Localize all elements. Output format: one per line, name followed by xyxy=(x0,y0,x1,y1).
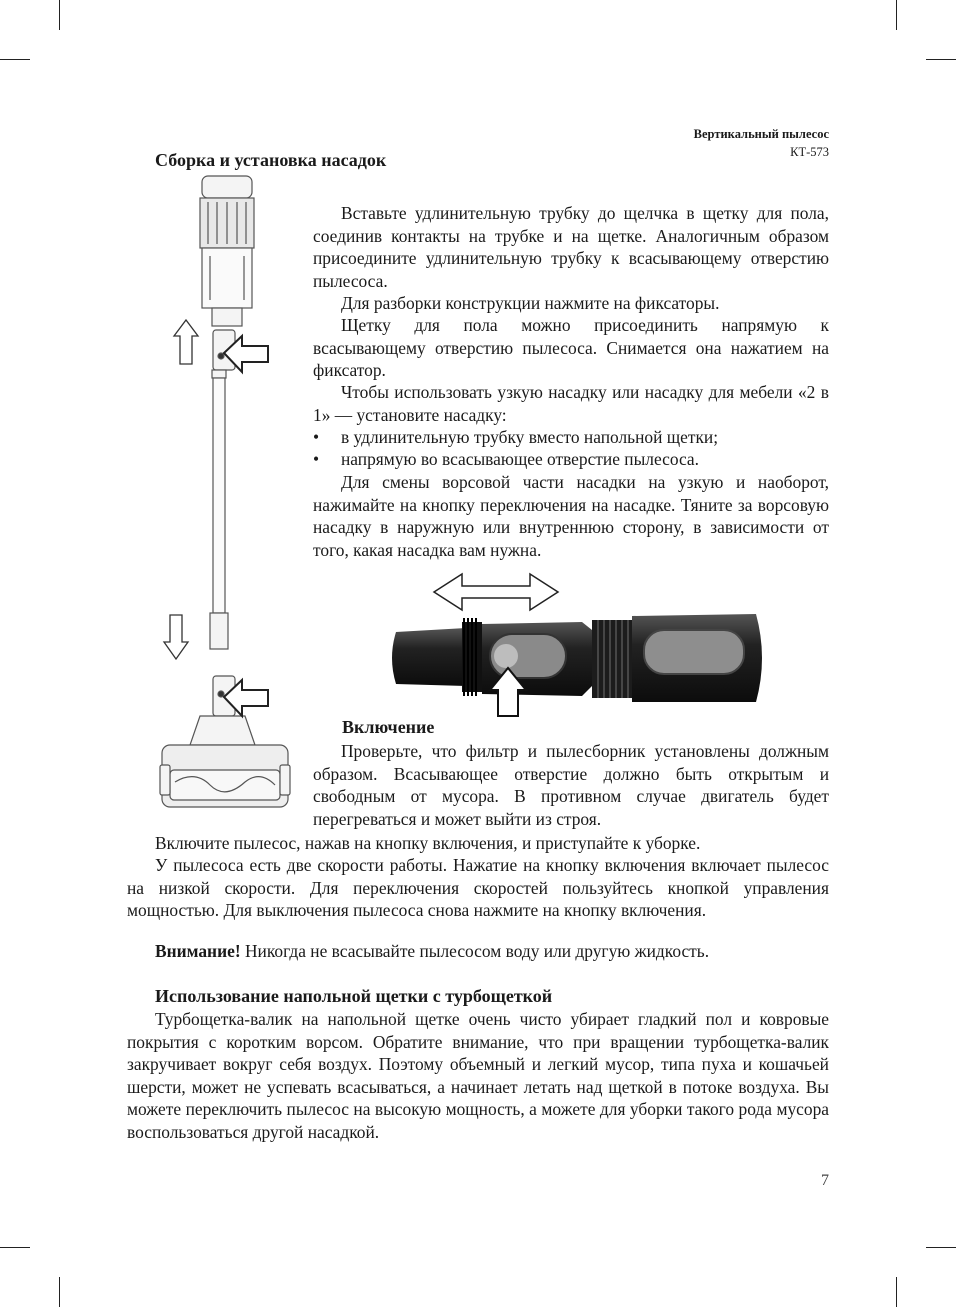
section-title-assembly: Сборка и установка насадок xyxy=(155,150,387,170)
crop-mark xyxy=(926,59,956,60)
crop-mark xyxy=(896,1277,897,1307)
page-number: 7 xyxy=(821,1172,829,1189)
header-title: Вертикальный пылесос xyxy=(693,127,829,141)
vacuum-assembly-illustration xyxy=(150,170,310,820)
paragraph: У пылесоса есть две скорости работы. Нажатие на кнопку включения включает пылесос на низкой скорости. Для переключения скоростей пользуйтесь кнопкой управления мощностью. Для выключения пылесоса снова нажмите на кнопку включения. xyxy=(127,855,829,920)
paragraph: Чтобы использовать узкую насадку или насадку для мебели «2 в 1» — установите насадку: xyxy=(313,382,829,425)
crop-mark xyxy=(59,0,60,30)
crop-mark xyxy=(0,1247,30,1248)
bullet-item xyxy=(313,448,829,471)
bullet-text: напрямую во всасывающее отверстие пылесоса. xyxy=(341,449,699,469)
paragraph: Вставьте удлинительную трубку до щелчка в щетку для пола, соединив контакты на трубке и на щетке. Аналогичным образом присоедините удлинительную трубку к всасывающему отверстию пылесоса. xyxy=(313,203,829,291)
section-title-power-on: Включение xyxy=(342,717,435,737)
paragraph: Турбощетка-валик на напольной щетке очень чисто убирает гладкий пол и ковровые покрытия с коротким ворсом. Обратите внимание, что при вращении турбощетка-валик закручивает вокруг себя воздух. Поэтому объемный и легкий мусор, типа пуха и кошачьей шерсти, может не успевать всасываться, а начинает летать над щеткой в потоке воздуха. Вы можете переключить пылесос на высокую мощность, а можете для уборки такого рода мусора воспользоваться другой насадкой. xyxy=(127,1009,829,1142)
paragraph: Проверьте, что фильтр и пылесборник установлены должным образом. Всасывающее отверстие должно быть открытым и свободным от мусора. В противном случае двигатель будет перегреваться и может выйти из строя. xyxy=(313,741,829,829)
warning-paragraph xyxy=(127,940,829,963)
warning-label: Внимание! xyxy=(155,941,241,961)
crop-mark xyxy=(896,0,897,30)
crop-mark xyxy=(0,59,30,60)
bullet-text: в удлинительную трубку вместо напольной щетки; xyxy=(341,427,719,447)
paragraph: Включите пылесос, нажав на кнопку включения, и приступайте к уборке. xyxy=(155,833,701,853)
running-header xyxy=(694,125,829,161)
nozzle-illustration xyxy=(378,562,770,722)
warning-text: Никогда не всасывайте пылесосом воду или другую жидкость. xyxy=(244,941,710,961)
crop-mark xyxy=(59,1277,60,1307)
paragraph: Для смены ворсовой части насадки на узкую и наоборот, нажимайте на кнопку переключения на насадке. Тяните за ворсовую насадку в наружную или внутреннюю сторону, в зависимости от того, какая насадка вам нужна. xyxy=(313,472,829,560)
section-title-turbo-brush: Использование напольной щетки с турбощеткой xyxy=(155,986,553,1006)
bullet-item xyxy=(313,426,829,449)
bullet-dot: • xyxy=(313,449,320,469)
paragraph: Для разборки конструкции нажмите на фиксаторы. xyxy=(341,293,720,313)
crop-mark xyxy=(926,1247,956,1248)
bullet-dot: • xyxy=(313,427,320,447)
header-model: КТ-573 xyxy=(790,145,829,159)
paragraph: Щетку для пола можно присоединить напрямую к всасывающему отверстию пылесоса. Снимается она нажатием на фиксатор. xyxy=(313,315,829,380)
